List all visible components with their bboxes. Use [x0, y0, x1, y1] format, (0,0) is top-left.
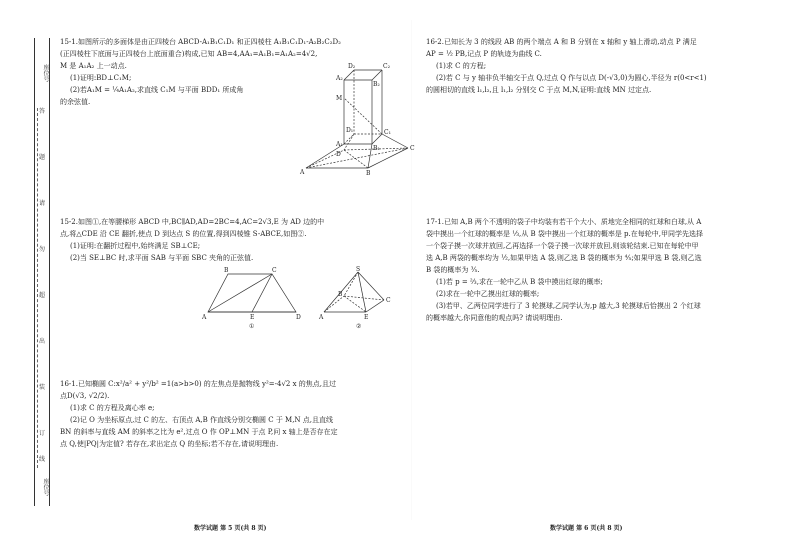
sub-question: (1)求 C 的方程及离心率 e; — [70, 404, 155, 412]
binding-strip — [34, 38, 50, 506]
binding-char: 出 — [38, 338, 45, 345]
binding-char: 装 — [38, 384, 45, 391]
figure-polyhedron — [296, 58, 446, 178]
binding-char: 线 — [38, 456, 45, 463]
figure-label: D — [336, 151, 341, 158]
figure-label: D₁ — [346, 127, 354, 134]
question-text: 16-1.已知椭圆 C:x²/a² + y²/b² =1(a>b>0) 的左焦点是抛物线 y²=-4√2 x 的焦点,且过 — [60, 380, 336, 388]
figure-label: C₂ — [383, 63, 390, 70]
figure-label: D₂ — [348, 63, 356, 70]
figure-label: B₁ — [373, 145, 380, 152]
figure-label: ② — [356, 323, 362, 330]
question-text: 16-2.已知长为 3 的线段 AB 的两个端点 A 和 B 分别在 x 轴和 y 轴上滑动,动点 P 满足 — [426, 38, 697, 46]
figure-label: C — [386, 297, 391, 304]
sub-question: (3)若甲、乙两位同学进行了 3 轮摸球,乙同学认为,p 越大,3 轮摸球后恰摸出 2 个红球 — [436, 302, 701, 310]
figure-trapezoid — [200, 266, 310, 330]
figure-label: E — [250, 314, 255, 321]
figure-label: S — [356, 266, 361, 273]
figure-label: A₂ — [336, 75, 343, 82]
binding-char: 订 — [38, 430, 45, 437]
question-text: 15-2.如图①,在等腰梯形 ABCD 中,BC∥AD,AD=2BC=4,AC=2√3,E 为 AD 边的中 — [60, 218, 325, 226]
question-text: B 袋的概率为 ⅗. — [426, 266, 480, 274]
sub-question: (1)证明:在翻折过程中,始终满足 SB⊥CE; — [70, 242, 201, 250]
question-text: 点,将△CDE 沿 CE 翻折,使点 D 到达点 S 的位置,得到四棱锥 S-ABCE,如图②. — [60, 230, 307, 238]
question-text: 15-1.如图所示的多面体是由正四棱台 ABCD-A₁B₁C₁D₁ 和正四棱柱 A₁B₁C₁D₁-A₂B₂C₂D₂ — [60, 38, 341, 46]
sub-question: (2)记 O 为坐标原点,过 C 的左、右顶点 A,B 作直线分别交椭圆 C 于 M,N 点,且直线 — [70, 416, 334, 424]
figure-label: A₁ — [336, 141, 343, 148]
figure-label: C₁ — [384, 129, 391, 136]
question-text: M 是 A₁A₂ 上一动点. — [60, 62, 127, 70]
question-text: 选 A,B 两袋的概率均为 ½,如果甲选 A 袋,则乙选 B 袋的概率为 ⅘;如果甲选 B 袋,则乙选 — [426, 254, 702, 262]
figure-label: C — [272, 267, 277, 274]
sub-question: (2)求在一轮中乙摸出红球的概率; — [436, 290, 540, 298]
question-text: 的圆相切的直线 l₁,l₂,且 l₁,l₂ 分别交 C 于点 M,N,证明:直线 MN 过定点. — [426, 86, 652, 94]
question-text: 的余弦值. — [60, 98, 91, 106]
question-text: 点 Q,使|PQ|为定值? 若存在,求出定点 Q 的坐标;若不存在,请说明理由. — [60, 440, 279, 448]
figure-label: C — [410, 145, 415, 152]
question-text: 袋中摸出一个红球的概率是 ⅓,从 B 袋中摸出一个红球的概率是 p.在每轮中,甲同学先选择 — [426, 230, 703, 238]
question-text: 点D(√3, √2/2). — [60, 392, 110, 400]
question-16-1 — [60, 378, 338, 450]
question-15-2 — [60, 216, 324, 264]
sub-question: (1)证明:BD⊥C₁M; — [70, 74, 132, 82]
question-text: 17-1.已知 A,B 两个不透明的袋子中均装有若干个大小、质地完全相同的红球和白球,从 A — [426, 218, 702, 226]
sub-question: (2)若 C 与 y 轴非负半轴交于点 Q,过点 Q 作与以点 D(-√3,0)为圆心,半径为 r(0<r<1) — [436, 74, 707, 82]
binding-bottom-label: 座位号 — [42, 478, 49, 496]
figure-label: B₂ — [373, 81, 380, 88]
page-footer: 数学试题 第 5 页(共 8 页) — [194, 525, 267, 532]
binding-char: 答 — [38, 108, 45, 115]
binding-dashed-line — [37, 108, 46, 468]
figure-label: A — [319, 314, 324, 321]
sub-question: (1)求 C 的方程; — [436, 62, 487, 70]
question-text: 一个袋子摸一次球并放回,乙再选择一个袋子摸一次球并放回,则该轮结束.已知在每轮中甲 — [426, 242, 699, 250]
question-text: (正四棱柱下底面与正四棱台上底面重合)构成,已知 AB=4,AA₁=A₁B₁=A₁A₂=4√2, — [60, 50, 318, 58]
figure-label: D — [296, 314, 301, 321]
binding-char: 题 — [38, 154, 45, 161]
figure-label: A — [202, 314, 207, 321]
question-text: BN 的斜率与直线 AM 的斜率之比为 e²,过点 O 作 OP⊥MN 于点 P,问 x 轴上是否存在定 — [60, 428, 338, 436]
question-text: AP = ½ PB,记点 P 的轨迹为曲线 C. — [426, 50, 542, 58]
sub-question: (1)若 p = ⅔,求在一轮中乙从 B 袋中摸出红球的概率; — [436, 278, 603, 286]
sub-question: (2)当 SE⊥BC 时,求平面 SAB 与平面 SBC 夹角的正弦值. — [70, 254, 254, 262]
figure-label: B — [224, 267, 229, 274]
question-text: 的概率越大,你同意他的观点吗? 请说明理由. — [426, 314, 563, 322]
question-16-2 — [426, 36, 707, 96]
figure-label: E — [364, 314, 369, 321]
binding-char: 勿 — [38, 246, 45, 253]
binding-top-label: 座位号 — [42, 64, 49, 82]
figure-label: B — [338, 291, 343, 298]
figure-label: A — [300, 169, 305, 176]
binding-char: 超 — [38, 292, 45, 299]
figure-label: ① — [249, 323, 255, 330]
question-17-1 — [426, 216, 703, 324]
figure-label: B — [366, 170, 371, 177]
figure-label: M — [336, 95, 343, 102]
sub-question: (2)若A₁M = ¼A₁A₂,求直线 C₁M 与平面 BDD₁ 所成角 — [70, 86, 244, 94]
figure-pyramid — [318, 266, 398, 330]
page-footer: 数学试题 第 6 页(共 8 页) — [550, 525, 623, 532]
binding-char: 请 — [38, 200, 45, 207]
